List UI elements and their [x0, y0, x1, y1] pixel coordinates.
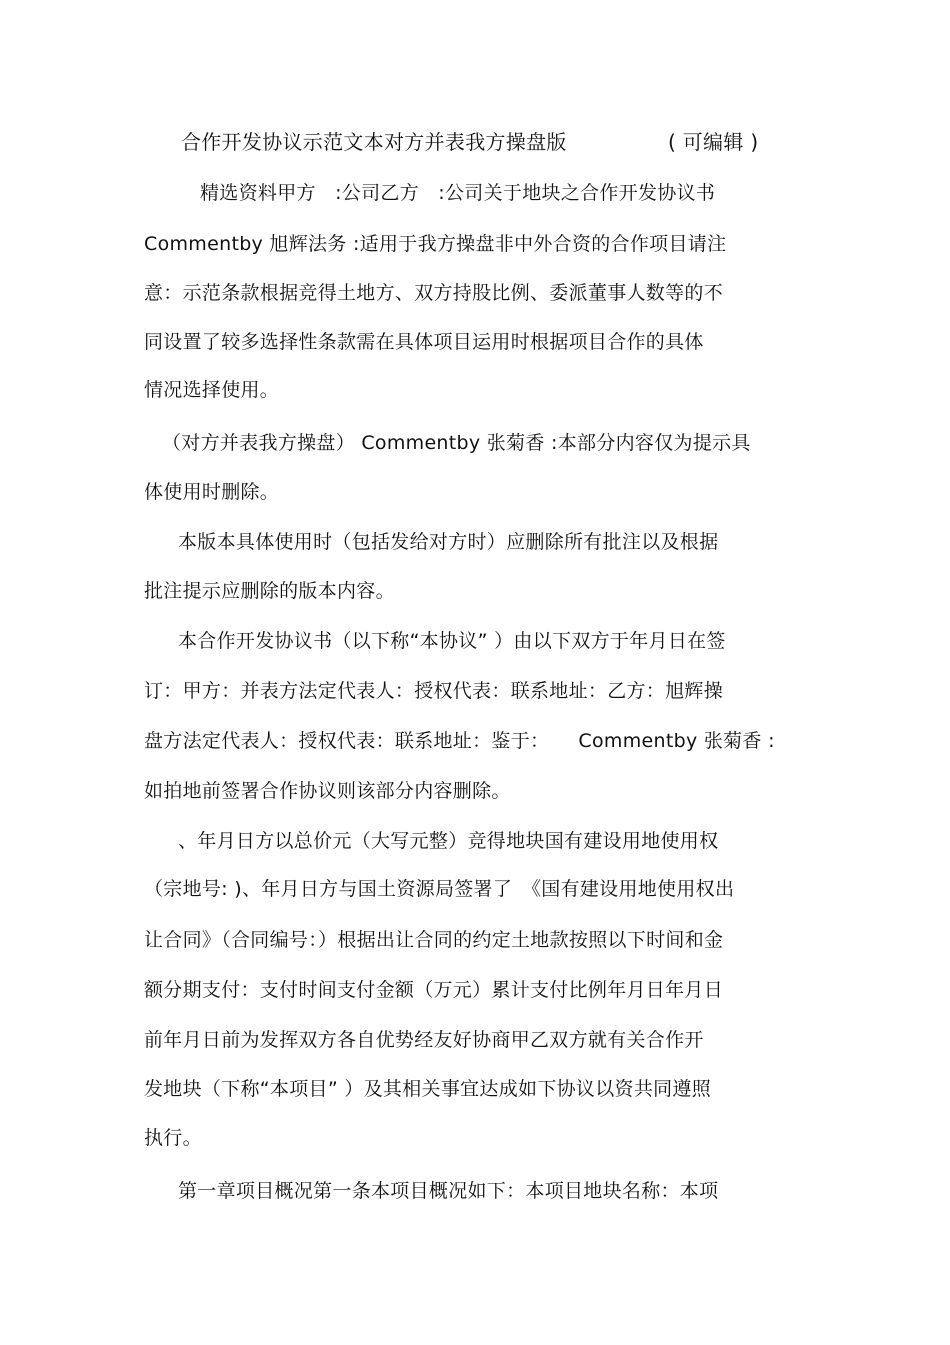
- paragraph-line: 意：示范条款根据竞得土地方、双方持股比例、委派董事人数等的不: [144, 282, 724, 304]
- paragraph-line: 前年月日前为发挥双方各自优势经友好协商甲乙双方就有关合作开: [144, 1029, 704, 1051]
- paragraph-line: 如拍地前签署合作协议则该部分内容删除。: [144, 780, 511, 802]
- paragraph-line: 同设置了较多选择性条款需在具体项目运用时根据项目合作的具体: [144, 331, 704, 353]
- document-title-suffix: ( 可编辑 ): [668, 130, 759, 154]
- paragraph-line: 额分期支付：支付时间支付金额（万元）累计支付比例年月日年月日: [144, 979, 724, 1001]
- paragraph-line: 体使用时删除。: [144, 481, 280, 503]
- paragraph-line: 盘方法定代表人：授权代表：联系地址：鉴于： Commentby 张菊香 :: [144, 730, 775, 752]
- paragraph-line: 执行。: [144, 1127, 202, 1149]
- paragraph-line: Commentby 旭辉法务 :适用于我方操盘非中外合资的合作项目请注: [144, 233, 727, 255]
- paragraph-line: 情况选择使用。: [144, 379, 280, 401]
- paragraph-line: 批注提示应删除的版本内容。: [144, 580, 395, 602]
- paragraph-line: （对方并表我方操盘） Commentby 张菊香 :本部分内容仅为提示具: [162, 432, 751, 454]
- document-title: 合作开发协议示范文本对方并表我方操盘版: [181, 130, 567, 154]
- paragraph-line: 、年月日方以总价元（大写元整）竞得地块国有建设用地使用权: [178, 830, 719, 852]
- paragraph-line: 第一章项目概况第一条本项目概况如下：本项目地块名称：本项: [178, 1180, 719, 1202]
- paragraph-line: 让合同》（合同编号：）根据出让合同的约定土地款按照以下时间和金: [144, 929, 724, 951]
- paragraph-line: 订：甲方：并表方法定代表人：授权代表：联系地址：乙方：旭辉操: [144, 680, 724, 702]
- paragraph-line: 本版本具体使用时（包括发给对方时）应删除所有批注以及根据: [178, 531, 719, 553]
- paragraph-line: （宗地号: )、年月日方与国土资源局签署了 《国有建设用地使用权出: [144, 878, 735, 900]
- paragraph-line: 发地块（下称“本项目” ）及其相关事宜达成如下协议以资共同遵照: [144, 1078, 712, 1100]
- document-subtitle: 精选资料甲方 :公司乙方 :公司关于地块之合作开发协议书: [200, 182, 716, 204]
- paragraph-line: 本合作开发协议书（以下称“本协议” ）由以下双方于年月日在签: [178, 630, 726, 652]
